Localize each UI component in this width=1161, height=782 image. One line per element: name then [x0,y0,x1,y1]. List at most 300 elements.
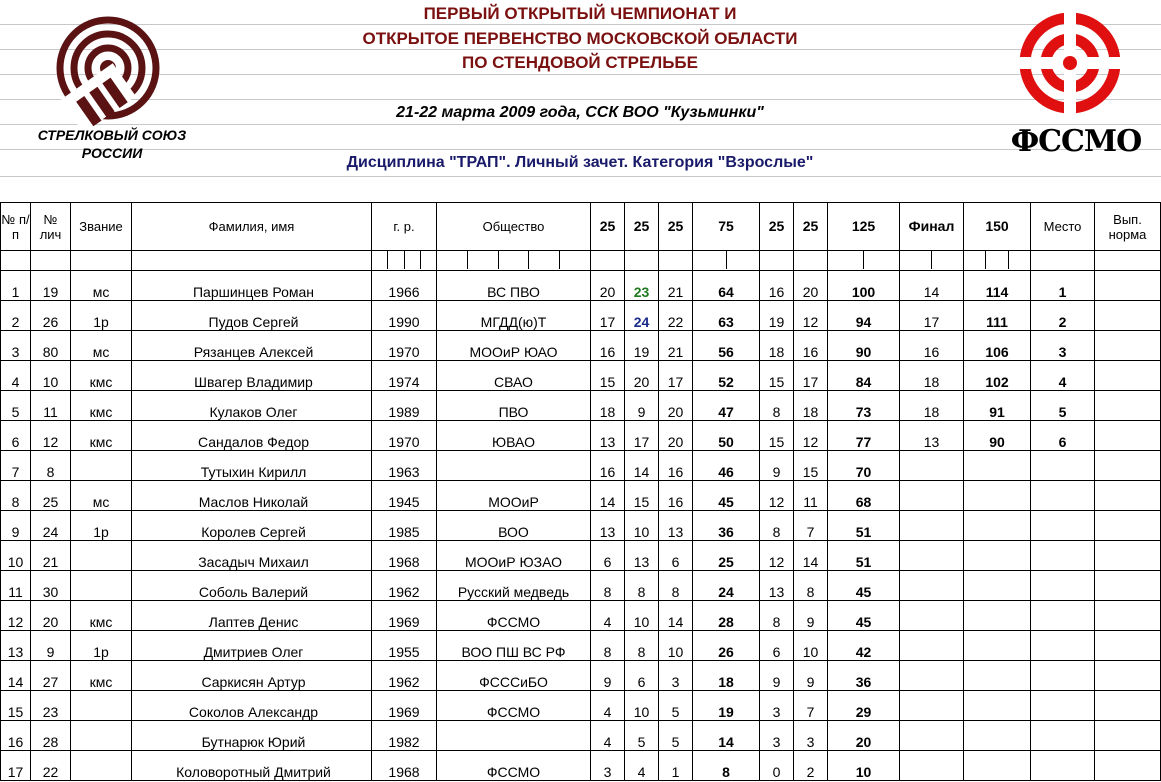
row-round-3: 20 [659,391,693,421]
row-total-150 [964,631,1031,661]
row-bib: 28 [31,721,71,751]
row-club: Русский медведь [437,571,591,601]
row-num: 1 [1,271,31,301]
row-name: Соболь Валерий [132,571,372,601]
row-round-2: 13 [625,541,659,571]
row-round-2: 23 [625,271,659,301]
row-place: 2 [1031,301,1095,331]
title-line-1: ПЕРВЫЙ ОТКРЫТЫЙ ЧЕМПИОНАТ И [423,4,737,23]
row-sum-75: 26 [693,631,760,661]
row-round-3: 22 [659,301,693,331]
row-round-4: 19 [760,301,794,331]
row-rank: кмс [71,391,132,421]
row-name: Коловоротный Дмитрий [132,751,372,781]
row-place: 4 [1031,361,1095,391]
row-name: Королев Сергей [132,511,372,541]
row-club: ПВО [437,391,591,421]
table-row [1,751,1161,781]
row-bib: 23 [31,691,71,721]
row-round-1: 17 [591,301,625,331]
row-rank [71,541,132,571]
row-place: 3 [1031,331,1095,361]
row-rank [71,751,132,781]
row-round-3: 5 [659,721,693,751]
row-round-3: 13 [659,511,693,541]
row-club: МООиР ЮЗАО [437,541,591,571]
row-club: СВАО [437,361,591,391]
col-sum-75: 75 [693,203,760,251]
row-bib: 8 [31,451,71,481]
row-rank [71,721,132,751]
row-rank [71,451,132,481]
row-round-4: 9 [760,451,794,481]
row-bib: 22 [31,751,71,781]
row-total-125: 73 [828,391,900,421]
right-brand-text: ФССМО [1010,124,1142,159]
row-rank: кмс [71,601,132,631]
row-num: 16 [1,721,31,751]
table-row [1,421,1161,451]
table-row [1,361,1161,391]
row-round-1: 3 [591,751,625,781]
row-name: Саркисян Артур [132,661,372,691]
row-rank: мс [71,331,132,361]
col-round-5: 25 [794,203,828,251]
row-num: 4 [1,361,31,391]
row-round-3: 3 [659,661,693,691]
row-bib: 27 [31,661,71,691]
row-final: 17 [900,301,964,331]
row-name: Рязанцев Алексей [132,331,372,361]
row-year: 1966 [372,271,437,301]
row-round-2: 9 [625,391,659,421]
row-norm [1095,541,1161,571]
row-round-4: 3 [760,691,794,721]
row-round-1: 4 [591,691,625,721]
row-bib: 25 [31,481,71,511]
row-sum-75: 36 [693,511,760,541]
row-name: Бутнарюк Юрий [132,721,372,751]
row-round-2: 20 [625,361,659,391]
row-round-5: 2 [794,751,828,781]
row-bib: 20 [31,601,71,631]
col-name: Фамилия, имя [132,203,372,251]
row-round-2: 10 [625,601,659,631]
row-rank: кмс [71,661,132,691]
row-num: 2 [1,301,31,331]
col-round-1: 25 [591,203,625,251]
row-norm [1095,331,1161,361]
row-norm [1095,361,1161,391]
row-final [900,571,964,601]
row-round-4: 15 [760,421,794,451]
row-round-5: 11 [794,481,828,511]
row-round-4: 12 [760,481,794,511]
row-round-1: 13 [591,421,625,451]
row-round-2: 6 [625,661,659,691]
row-rank: мс [71,271,132,301]
row-round-4: 18 [760,331,794,361]
results-table [0,202,1161,781]
row-round-4: 6 [760,631,794,661]
row-year: 1969 [372,601,437,631]
row-rank: кмс [71,361,132,391]
row-sum-75: 45 [693,481,760,511]
row-club: ВОО [437,511,591,541]
table-row [1,601,1161,631]
row-num: 6 [1,421,31,451]
row-place [1031,721,1095,751]
row-round-4: 8 [760,391,794,421]
row-final [900,481,964,511]
row-year: 1970 [372,331,437,361]
row-name: Лаптев Денис [132,601,372,631]
col-bib: № лич [31,203,71,251]
row-place [1031,541,1095,571]
row-num: 10 [1,541,31,571]
row-round-5: 10 [794,631,828,661]
row-round-3: 1 [659,751,693,781]
row-round-2: 10 [625,691,659,721]
row-total-150 [964,481,1031,511]
row-round-1: 9 [591,661,625,691]
table-row [1,721,1161,751]
row-round-3: 21 [659,271,693,301]
row-club: ЮВАО [437,421,591,451]
row-club: ВС ПВО [437,271,591,301]
row-sum-75: 63 [693,301,760,331]
row-name: Кулаков Олег [132,391,372,421]
row-round-2: 5 [625,721,659,751]
row-final [900,691,964,721]
row-total-150 [964,721,1031,751]
col-round-3: 25 [659,203,693,251]
row-club: МООиР [437,481,591,511]
row-round-2: 10 [625,511,659,541]
col-club: Общество [437,203,591,251]
table-row [1,301,1161,331]
row-round-3: 10 [659,631,693,661]
row-place [1031,451,1095,481]
row-total-125: 84 [828,361,900,391]
row-rank: кмс [71,421,132,451]
discipline: Дисциплина "ТРАП". Личный зачет. Категория "Взрослые" [346,154,814,171]
row-year: 1945 [372,481,437,511]
row-round-2: 8 [625,631,659,661]
table-row [1,571,1161,601]
row-total-125: 29 [828,691,900,721]
row-name: Паршинцев Роман [132,271,372,301]
row-round-2: 4 [625,751,659,781]
header-row [1,203,1161,251]
row-round-2: 14 [625,451,659,481]
row-total-125: 42 [828,631,900,661]
row-name: Маслов Николай [132,481,372,511]
row-norm [1095,691,1161,721]
row-norm [1095,661,1161,691]
row-year: 1968 [372,751,437,781]
row-place [1031,661,1095,691]
row-total-125: 70 [828,451,900,481]
row-round-1: 14 [591,481,625,511]
row-bib: 9 [31,631,71,661]
row-num: 15 [1,691,31,721]
row-year: 1989 [372,391,437,421]
row-round-3: 6 [659,541,693,571]
row-round-1: 6 [591,541,625,571]
table-row [1,691,1161,721]
row-round-5: 15 [794,451,828,481]
row-total-150 [964,691,1031,721]
row-round-2: 24 [625,301,659,331]
row-round-5: 17 [794,361,828,391]
row-total-150 [964,511,1031,541]
row-round-4: 8 [760,601,794,631]
col-place: Место [1031,203,1095,251]
row-round-5: 7 [794,691,828,721]
row-norm [1095,511,1161,541]
row-sum-75: 8 [693,751,760,781]
row-norm [1095,721,1161,751]
row-bib: 11 [31,391,71,421]
left-brand-line1: СТРЕЛКОВЫЙ СОЮЗ [37,127,187,143]
row-total-150: 90 [964,421,1031,451]
row-bib: 10 [31,361,71,391]
row-year: 1985 [372,511,437,541]
row-bib: 19 [31,271,71,301]
row-club: ВОО ПШ ВС РФ [437,631,591,661]
row-total-125: 68 [828,481,900,511]
row-sum-75: 14 [693,721,760,751]
row-round-5: 8 [794,571,828,601]
row-round-1: 20 [591,271,625,301]
row-round-5: 20 [794,271,828,301]
col-num: № п/п [1,203,31,251]
row-num: 5 [1,391,31,421]
row-round-5: 12 [794,421,828,451]
row-num: 3 [1,331,31,361]
row-round-1: 8 [591,631,625,661]
table-row [1,661,1161,691]
row-round-2: 17 [625,421,659,451]
row-sum-75: 56 [693,331,760,361]
row-total-150: 91 [964,391,1031,421]
row-club [437,451,591,481]
row-final [900,661,964,691]
row-final [900,451,964,481]
row-place: 1 [1031,271,1095,301]
row-rank [71,691,132,721]
col-round-4: 25 [760,203,794,251]
row-round-1: 4 [591,601,625,631]
table-row [1,391,1161,421]
row-round-3: 5 [659,691,693,721]
row-name: Соколов Александр [132,691,372,721]
row-year: 1962 [372,661,437,691]
table-row [1,541,1161,571]
row-norm [1095,631,1161,661]
col-rank: Звание [71,203,132,251]
row-round-4: 13 [760,571,794,601]
col-norm: Вып. норма [1095,203,1161,251]
row-sum-75: 18 [693,661,760,691]
row-num: 8 [1,481,31,511]
row-place [1031,481,1095,511]
row-final: 18 [900,361,964,391]
row-final [900,721,964,751]
row-norm [1095,571,1161,601]
col-round-2: 25 [625,203,659,251]
row-norm [1095,301,1161,331]
row-year: 1982 [372,721,437,751]
row-name: Пудов Сергей [132,301,372,331]
row-round-1: 15 [591,361,625,391]
row-place [1031,511,1095,541]
row-num: 11 [1,571,31,601]
row-norm [1095,391,1161,421]
row-norm [1095,751,1161,781]
row-total-150: 102 [964,361,1031,391]
row-total-125: 20 [828,721,900,751]
row-num: 12 [1,601,31,631]
row-round-4: 15 [760,361,794,391]
row-total-150 [964,451,1031,481]
table-row [1,511,1161,541]
row-total-150 [964,601,1031,631]
left-brand-text [12,126,212,162]
row-bib: 80 [31,331,71,361]
row-place [1031,751,1095,781]
row-round-3: 14 [659,601,693,631]
row-total-150 [964,571,1031,601]
row-total-150 [964,541,1031,571]
row-final [900,511,964,541]
row-final [900,631,964,661]
row-name: Швагер Владимир [132,361,372,391]
row-round-1: 4 [591,721,625,751]
row-bib: 12 [31,421,71,451]
row-round-5: 9 [794,661,828,691]
row-year: 1963 [372,451,437,481]
row-round-2: 19 [625,331,659,361]
row-norm [1095,271,1161,301]
row-round-4: 9 [760,661,794,691]
title-line-3: ПО СТЕНДОВОЙ СТРЕЛЬБЕ [462,53,698,72]
row-total-125: 45 [828,601,900,631]
row-round-1: 16 [591,451,625,481]
table-row [1,631,1161,661]
row-round-5: 18 [794,391,828,421]
row-num: 14 [1,661,31,691]
row-total-125: 77 [828,421,900,451]
left-brand-line2: РОССИИ [81,145,143,161]
row-place [1031,571,1095,601]
row-total-150: 106 [964,331,1031,361]
row-sum-75: 19 [693,691,760,721]
row-total-125: 100 [828,271,900,301]
row-year: 1955 [372,631,437,661]
row-rank: мс [71,481,132,511]
row-sum-75: 24 [693,571,760,601]
row-year: 1969 [372,691,437,721]
table-row [1,451,1161,481]
row-rank: 1р [71,511,132,541]
row-club: ФССМО [437,691,591,721]
row-round-5: 3 [794,721,828,751]
row-final: 18 [900,391,964,421]
row-round-1: 13 [591,511,625,541]
row-place [1031,691,1095,721]
row-total-125: 90 [828,331,900,361]
row-round-4: 12 [760,541,794,571]
row-round-3: 17 [659,361,693,391]
row-place: 5 [1031,391,1095,421]
row-club: ФССМО [437,751,591,781]
row-sum-75: 25 [693,541,760,571]
row-round-5: 14 [794,541,828,571]
col-final: Финал [900,203,964,251]
row-rank: 1р [71,301,132,331]
row-num: 9 [1,511,31,541]
row-bib: 26 [31,301,71,331]
col-year: г. р. [372,203,437,251]
row-total-125: 94 [828,301,900,331]
table-row [1,271,1161,301]
row-round-2: 15 [625,481,659,511]
row-club [437,721,591,751]
results-body [1,271,1161,781]
row-norm [1095,481,1161,511]
row-sum-75: 47 [693,391,760,421]
row-name: Дмитриев Олег [132,631,372,661]
row-name: Засадыч Михаил [132,541,372,571]
row-bib: 24 [31,511,71,541]
row-bib: 30 [31,571,71,601]
row-rank: 1р [71,631,132,661]
col-total-150: 150 [964,203,1031,251]
row-year: 1962 [372,571,437,601]
row-round-4: 8 [760,511,794,541]
row-final: 13 [900,421,964,451]
row-year: 1970 [372,421,437,451]
row-rank [71,571,132,601]
row-total-125: 45 [828,571,900,601]
row-name: Тутыхин Кирилл [132,451,372,481]
row-norm [1095,601,1161,631]
table-row [1,331,1161,361]
row-club: ФСССиБО [437,661,591,691]
row-place [1031,631,1095,661]
row-round-4: 0 [760,751,794,781]
row-final: 14 [900,271,964,301]
row-round-3: 8 [659,571,693,601]
row-sum-75: 64 [693,271,760,301]
row-name: Сандалов Федор [132,421,372,451]
table-row [1,481,1161,511]
row-round-5: 12 [794,301,828,331]
title-line-2: ОТКРЫТОЕ ПЕРВЕНСТВО МОСКОВСКОЙ ОБЛАСТИ [362,29,798,48]
row-sum-75: 28 [693,601,760,631]
row-total-150: 114 [964,271,1031,301]
spacer-row [1,251,1161,271]
row-round-5: 9 [794,601,828,631]
row-final [900,601,964,631]
row-year: 1974 [372,361,437,391]
row-total-125: 51 [828,541,900,571]
row-final [900,541,964,571]
row-round-3: 16 [659,481,693,511]
row-round-3: 16 [659,451,693,481]
